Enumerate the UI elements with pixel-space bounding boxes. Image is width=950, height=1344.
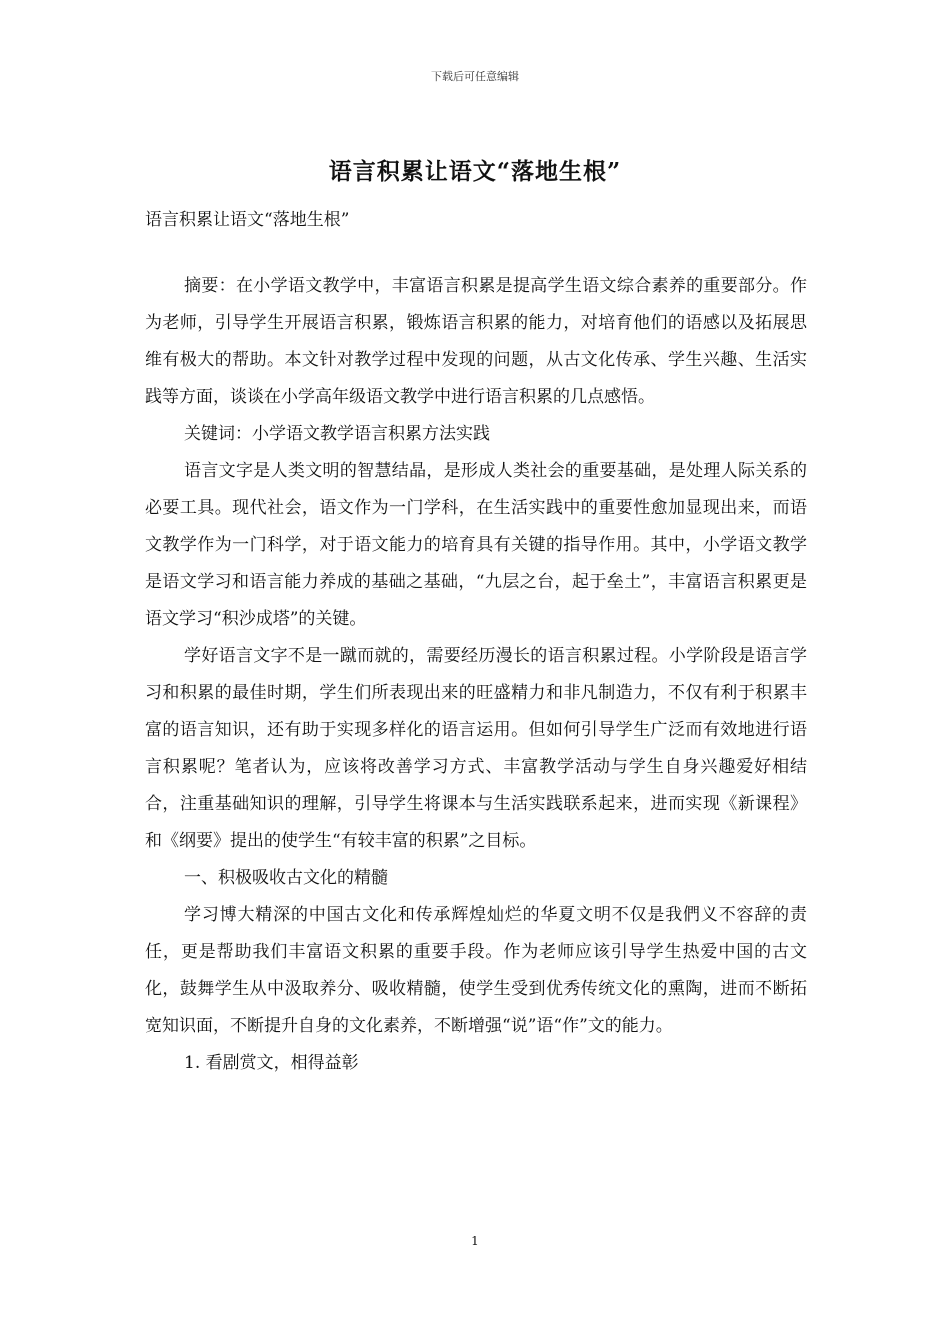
page-header: 下载后可任意编辑: [431, 70, 519, 83]
page-number: 1: [471, 1234, 479, 1248]
keywords-paragraph: 关键词：小学语文教学语言积累方法实践: [184, 424, 490, 444]
body-paragraph: 学好语言文字不是一蹴而就的，需要经历漫长的语言积累过程。小学阶段是语言学习和积累的最佳时期，学生们所表现出来的旺盛精力和非凡制造力，不仅有利于积累丰富的语言知识，还有助于实现多样化的语言运用。但如何引导学生广泛而有效地进行语言积累呢？笔者认为，应该将改善学习方式、丰富教学活动与学生自身兴趣爱好相结合，注重基础知识的理解，引导学生将课本与生活实践联系起来，进而实现《新课程》和《纲要》提出的使学生“有较丰富的积累”之目标。: [145, 646, 807, 851]
document-title: 语言积累让语文“落地生根”: [328, 158, 622, 185]
body-paragraph: 学习博大精深的中国古文化和传承辉煌灿烂的华夏文明不仅是我們义不容辞的责任，更是帮助我们丰富语文积累的重要手段。作为老师应该引导学生热爱中国的古文化，鼓舞学生从中汲取养分、吸收精髓，使学生受到优秀传统文化的熏陶，进而不断拓宽知识面，不断提升自身的文化素养，不断增强“说”语“作”文的能力。: [145, 905, 807, 1036]
subsection-heading: 1. 看剧赏文，相得益彰: [184, 1053, 359, 1073]
document-subtitle: 语言积累让语文“落地生根”: [145, 210, 350, 230]
abstract-paragraph: 摘要：在小学语文教学中，丰富语言积累是提高学生语文综合素养的重要部分。作为老师，引导学生开展语言积累，锻炼语言积累的能力，对培育他们的语感以及拓展思维有极大的帮助。本文针对教学过程中发现的问题，从古文化传承、学生兴趣、生活实践等方面，谈谈在小学高年级语文教学中进行语言积累的几点感悟。: [145, 276, 807, 407]
body-paragraph: 语言文字是人类文明的智慧结晶，是形成人类社会的重要基础，是处理人际关系的必要工具。现代社会，语文作为一门学科，在生活实践中的重要性愈加显现出来，而语文教学作为一门科学，对于语文能力的培育具有关键的指导作用。其中，小学语文教学是语文学习和语言能力养成的基础之基础，“九层之台，起于垒土”，丰富语言积累更是语文学习“积沙成塔”的关键。: [145, 461, 807, 629]
section-heading: 一、积极吸收古文化的精髓: [184, 868, 388, 888]
document-body: [145, 268, 807, 1082]
